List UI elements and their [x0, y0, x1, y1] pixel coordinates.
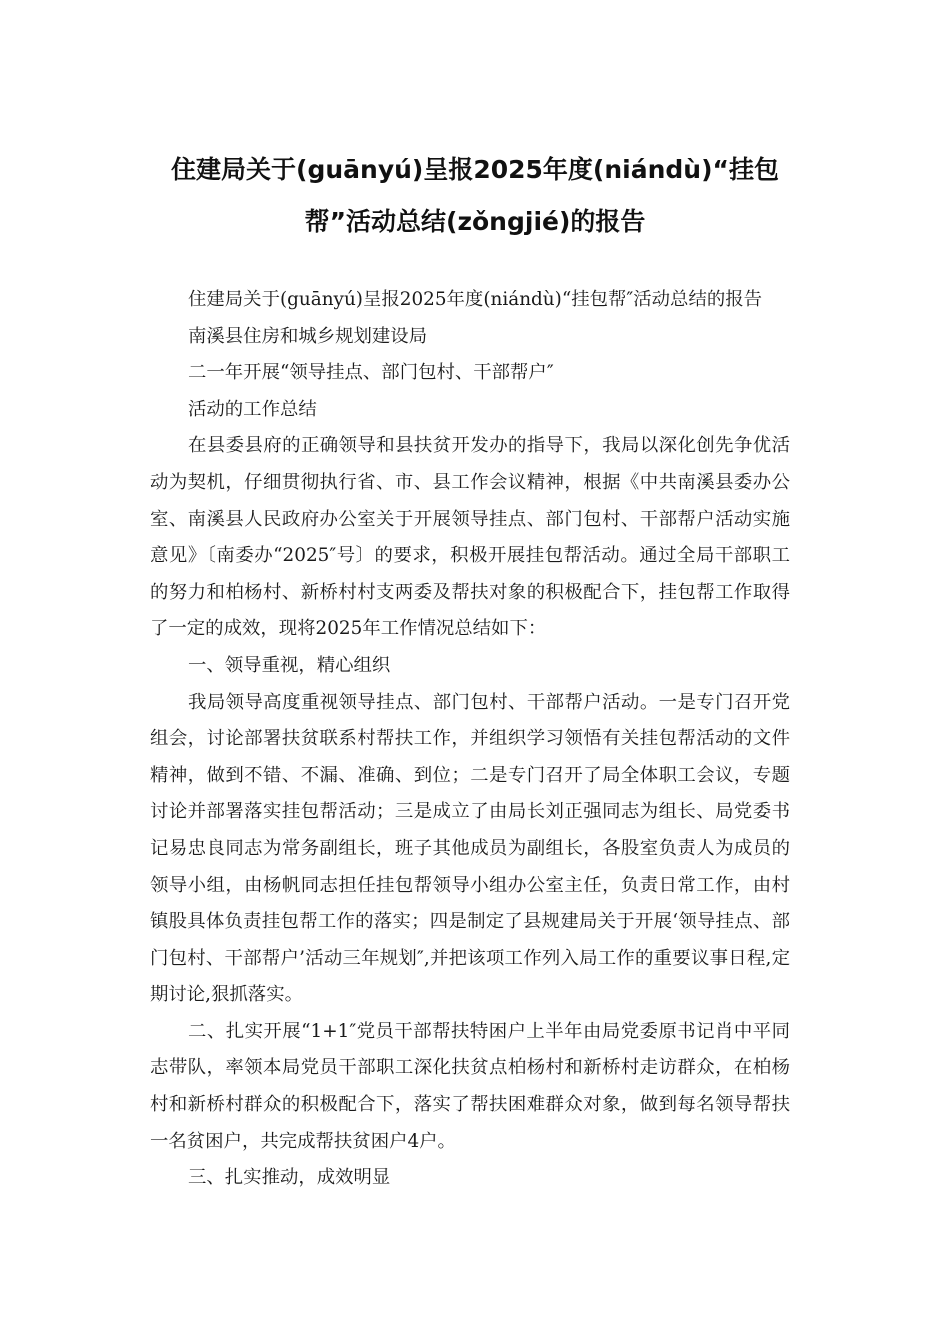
paragraph-section-2: 二、扎实开展“1+1″党员干部帮扶特困户上半年由局党委原书记肖中平同志带队，率领本局党员干部职工深化扶贫点柏杨村和新桥村走访群众，在柏杨村和新桥村群众的积极配合下，落实了帮扶困难群众对象，做到每名领导帮扶一名贫困户，共完成帮扶贫困户4户。: [150, 1020, 790, 1152]
section-heading-3: 三、扎实推动，成效明显: [188, 1167, 391, 1189]
paragraph-issuer: 南溪县住房和城乡规划建设局: [188, 325, 428, 347]
paragraph-intro: 在县委县府的正确领导和县扶贫开发办的指导下，我局以深化创先争优活动为契机，仔细贯彻执行省、市、县工作会议精神，根据《中共南溪县委办公室、南溪县人民政府办公室关于开展领导挂点、部门包村、干部帮户活动实施意见》〔南委办“2025″号〕的要求，积极开展挂包帮活动。通过全局干部职工的努力和柏杨村、新桥村村支两委及帮扶对象的积极配合下，挂包帮工作取得了一定的成效，现将2025年工作情况总结如下：: [150, 435, 790, 640]
paragraph-subtitle-line1: 二一年开展“领导挂点、部门包村、干部帮户″: [188, 362, 554, 384]
paragraph-section-1: 我局领导高度重视领导挂点、部门包村、干部帮户活动。一是专门召开党组会，讨论部署扶贫联系村帮扶工作，并组织学习领悟有关挂包帮活动的文件精神，做到不错、不漏、准确、到位；二是专门召开了局全体职工会议，专题讨论并部署落实挂包帮活动；三是成立了由局长刘正强同志为组长、局党委书记易忠良同志为常务副组长，班子其他成员为副组长，各股室负责人为成员的领导小组，由杨帆同志担任挂包帮领导小组办公室主任，负责日常工作，由村镇股具体负责挂包帮工作的落实；四是制定了县规建局关于开展‘领导挂点、部门包村、干部帮户’活动三年规划″,并把该项工作列入局工作的重要议事日程,定期讨论,狠抓落实。: [150, 691, 790, 1006]
paragraph-subtitle-line2: 活动的工作总结: [188, 398, 317, 420]
section-heading-1: 一、领导重视，精心组织: [188, 654, 391, 676]
paragraph-report-heading: 住建局关于(guānyú)呈报2025年度(niándù)“挂包帮″活动总结的报告: [188, 289, 763, 310]
document-title: 住建局关于(guānyú)呈报2025年度(niándù)“挂包帮”活动总结(zǒngjié)的报告: [171, 155, 779, 236]
document-body: [150, 282, 790, 1197]
